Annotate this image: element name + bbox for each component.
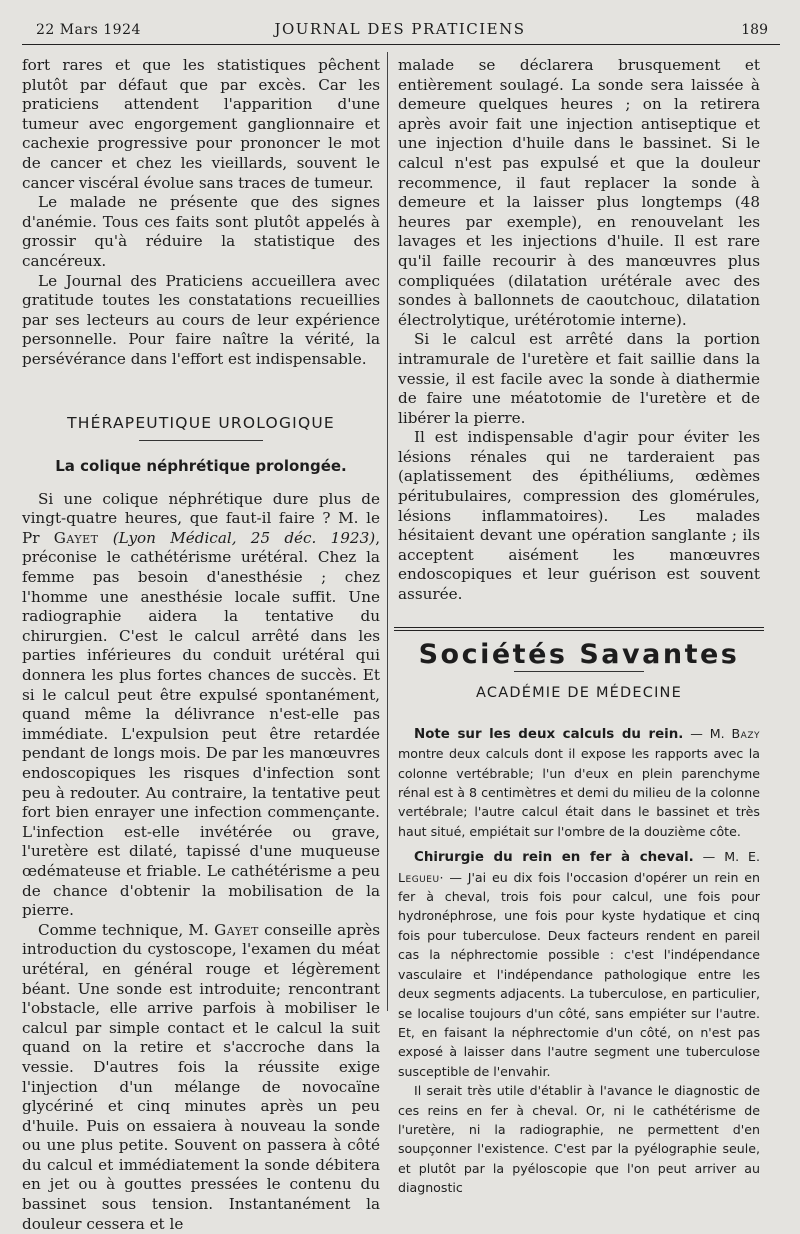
paragraph-anemie: Le malade ne présente que des signes d'anémie. Tous ces faits sont plutôt appelés à grossir qu'à réduire la statistique des cancéreux. — [22, 193, 380, 270]
paragraph-lesions: Il est indispensable d'agir pour éviter les lésions rénales qui ne tarderaient pas (aplatissement des épithéliums, œdèmes péritubulaires, compression des glomérules, lésions inflammatoires). Les malades hésitaient devant une opération sanglante ; ils acceptent aisément les manœuvres endoscopiques et leur guérison est souvent assurée. — [398, 428, 760, 604]
right-column — [398, 56, 760, 1198]
note-deux-calculs — [398, 724, 760, 841]
text-run: montre deux calculs dont il expose les rapports avec la colonne vertébrable; l'un d'eux en plein parenchyme rénal est à 8 centimètres et demi du milieu de la colonne vertébrale; l'autre calcul était dans le bassinet et très haut situé, empiétait sur l'ombre de la douzième côte. — [398, 746, 760, 839]
subheading-academie: ACADÉMIE DE MÉDECINE — [476, 685, 682, 702]
text-run: Si une colique néphrétique dure plus de vingt-quatre heures, que faut-il faire ? M. le Pr — [22, 489, 380, 547]
text-run: , préconise le cathétérisme urétéral. Chez la femme pas besoin d'anesthésie ; chez l'homme une anesthésie locale suffit. Une radiographie aidera la tentative du chirurgien. C'est le calcul arrêté dans les parties inférieures du conduit urétéral qui donnera les plus fortes chances de succès. Et si le calcul peut être expulsé spontanément, quand même la délivrance n'est-elle pas immédiate. L'expulsion peut être retardée pendant de longs mois. De par les manœuvres endoscopiques les risques d'infection sont peu à redouter. Au contraire, la tentative peut fort bien enrayer une infection commençante. L'infection est-elle invétérée ou grave, l'uretère est dilaté, tapissé d'une muqueuse œdémateuse et friable. Le cathétérisme a peu de chance d'obtenir la mobilisation de la pierre. — [22, 528, 381, 920]
section-rule — [394, 627, 764, 631]
paragraph-sonde-demeure: malade se déclarera brusquement et entièrement soulagé. La sonde sera laissée à demeure quelques heures ; on la retirera après avoir fait une injection antiseptique et une injection d'huile dans le bassinet. Si le calcul n'est pas expulsé et que la douleur recommence, il faut replacer la sonde à demeure et la laisser plus longtemps (48 heures par exemple), en renouvelant les lavages et les injections d'huile. Il est rare qu'il faille recourir à des manœuvres plus compliquées (dilatation urétérale avec des sondes à ballonnets de caoutchouc, dilatation électrolytique, urétérotomie interne). — [398, 56, 760, 329]
text-run: Comme technique, M. — [38, 920, 215, 939]
article-title-colique: La colique néphrétique prolongée. — [55, 457, 347, 476]
section-heading-therapeutique: THÉRAPEUTIQUE UROLOGIQUE — [67, 413, 335, 432]
paragraph-appel-lecteurs: Le Journal des Praticiens accueillera avec gratitude toutes les constatations recueillies par ses lecteurs au cours de leur expérience personnelle. Pour faire naître la vérité, la persévérance dans l'effort est indispensable. — [22, 271, 380, 368]
header-rule — [22, 44, 780, 45]
author-name: Gayet — [214, 920, 259, 939]
paragraph-diagnostic: Il serait très utile d'établir à l'avance le diagnostic de ces reins en fer à cheval. Or, ni le cathétérisme de l'uretère, ni la radiographie, ne permettent d'en soupçonner l'existence. C'est par la pyélographie seule, et plutôt par la pyéloscopie que l'on peut arriver au diagnostic — [398, 1083, 760, 1196]
text-run: — M. — [683, 725, 732, 741]
column-divider — [387, 52, 388, 1011]
paragraph-technique — [22, 921, 380, 1234]
page-header — [0, 0, 800, 44]
source-citation: (Lyon Médical, 25 déc. 1923) — [112, 528, 376, 547]
author-name: Bazy — [731, 725, 760, 741]
paragraph-colique-intro — [22, 490, 380, 921]
text-run: — M. E. — [693, 849, 760, 865]
note-title: Note sur les deux calculs du rein. — [414, 726, 684, 742]
section-underline — [139, 440, 263, 441]
note-fer-a-cheval — [398, 847, 760, 1081]
header-date: 22 Mars 1924 — [36, 22, 141, 38]
author-name: Legueu — [398, 869, 440, 885]
section-underline — [514, 671, 644, 672]
text-run: conseille après introduction du cystoscope, l'examen du méat urétéral, en général rouge et légèrement béant. Une sonde est introduite; rencontrant l'obstacle, elle arrive parfois à mobiliser le calcul par simple contact et le calcul la suit quand on la retire et s'accroche dans la vessie. D'autres fois la réussite exige l'injection d'un mélange de novocaïne glycériné et cinq minutes après un peu d'huile. Puis on essaiera à nouveau la sonde ou une plus petite. Souvent on passera à côté du calcul et immédiatement la sonde débitera en jet ou à gouttes pressées le contenu du bassinet sous tension. Instantanément la douleur cessera et le — [22, 920, 380, 1233]
left-column — [22, 56, 380, 1234]
note-title: Chirurgie du rein en fer à cheval. — [414, 850, 694, 866]
journal-title: JOURNAL DES PRATICIENS — [274, 20, 526, 38]
section-heading-societes: Sociétés Savantes — [418, 638, 740, 670]
text-run: · — J'ai eu dix fois l'occasion d'opérer un rein en fer à cheval, trois fois pour calcul, une fois pour hydronéphrose, une fois pour kyste hydatique et cinq fois pour tuberculose. Deux facteurs rendent en pareil cas la néphrectomie possible : c'est l'indépendance vasculaire et l'indépendance pathologique entre les deux segments adjacents. La tuberculose, en particulier, se localise toujours d'un côté, sans empiéter sur l'autre. Et, en faisant la néphrectomie d'un côté, on n'est pas exposé à laisser dans l'autre segment une tuberculose susceptible de l'envahir. — [398, 869, 760, 1079]
paragraph-cancer-stats: fort rares et que les statistiques pêchent plutôt par défaut que par excès. Car les praticiens attendent l'apparition d'une tumeur avec engorgement ganglionnaire et cachexie progressive pour prononcer le mot de cancer et chez les vieillards, souvent le cancer viscéral évolue sans traces de tumeur. — [22, 56, 380, 192]
paragraph-intramurale: Si le calcul est arrêté dans la portion intramurale de l'uretère et fait saillie dans la vessie, il est facile avec la sonde à diathermie de faire une méatotomie de l'uretère et de libérer la pierre. — [398, 330, 760, 427]
page-number: 189 — [741, 22, 768, 38]
author-name: Gayet — [53, 528, 99, 547]
